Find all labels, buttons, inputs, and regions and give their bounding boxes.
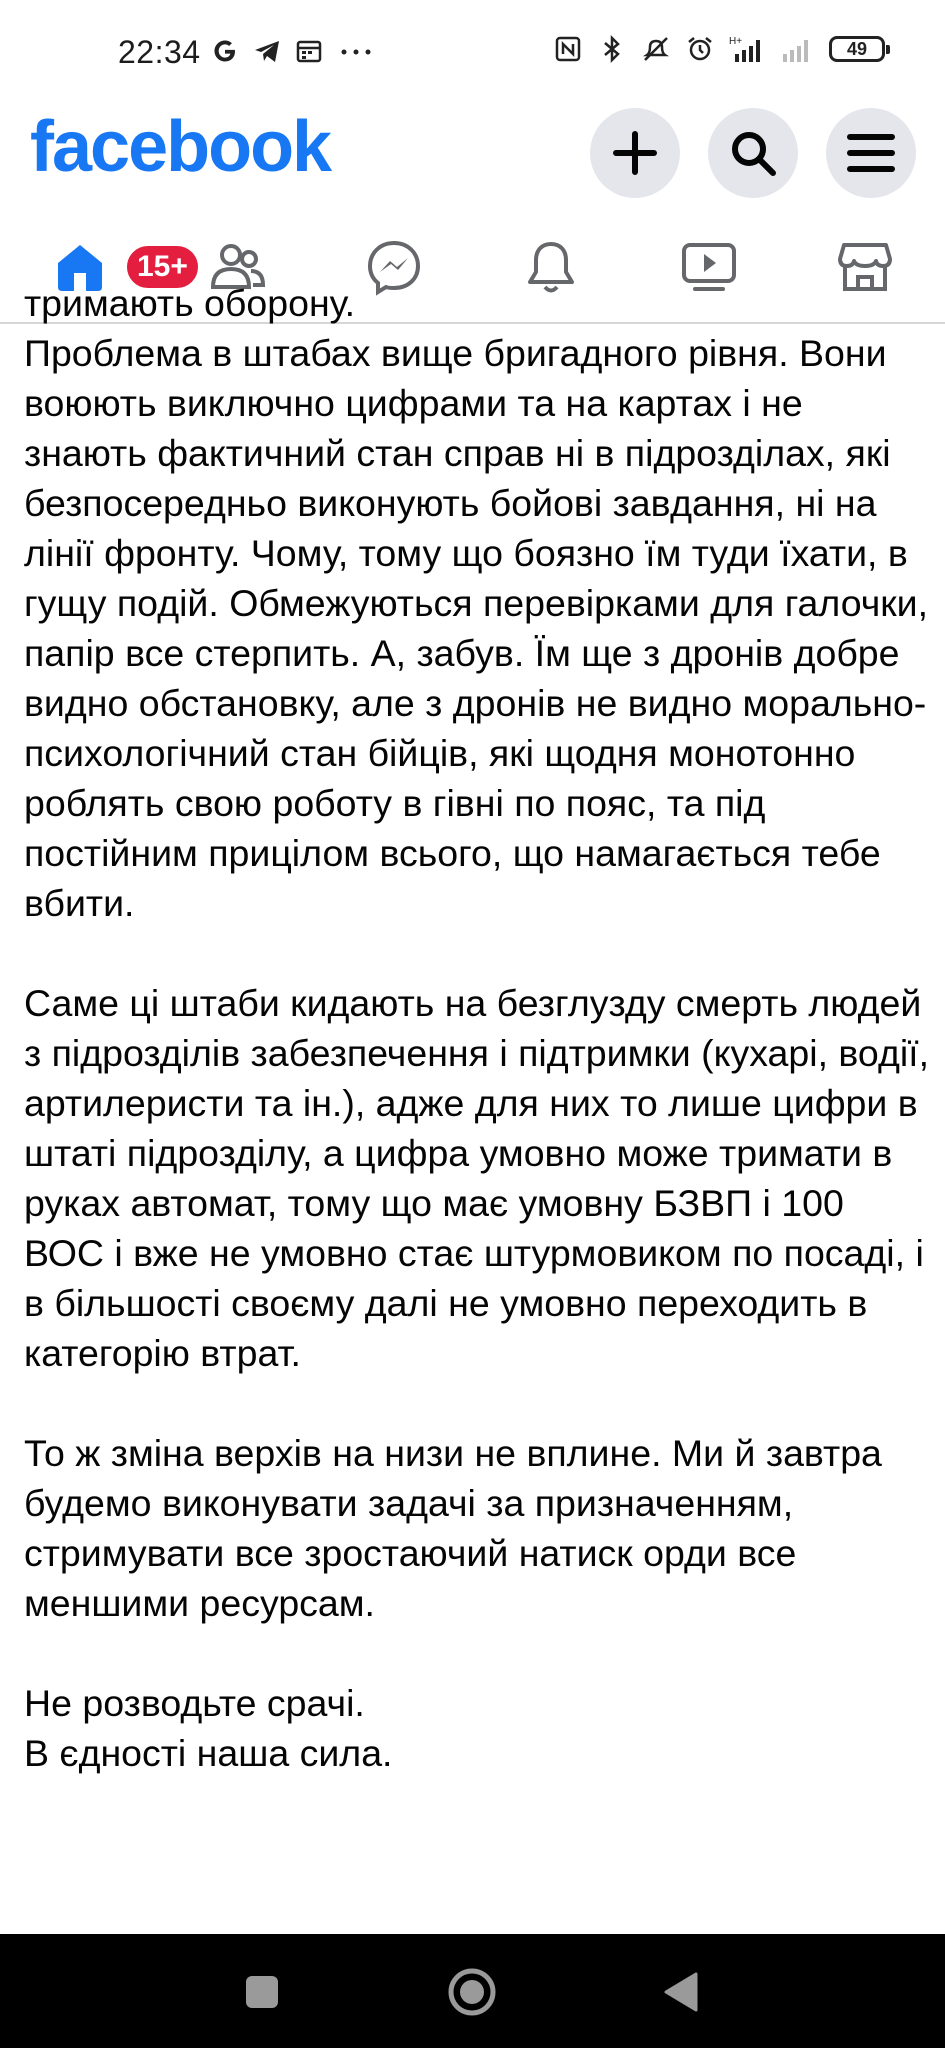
- battery-icon: 49: [829, 36, 885, 62]
- status-bar: [0, 0, 945, 100]
- add-icon: [612, 130, 658, 176]
- status-right-icons: [553, 34, 885, 64]
- home-button[interactable]: [440, 1960, 504, 2024]
- system-nav-bar: [0, 1934, 945, 2048]
- calendar-icon: [294, 36, 324, 66]
- search-icon: [728, 128, 778, 178]
- post-text: тримають оборону. Проблема в штабах вище бригадного рівня. Вони воюють виключно цифрами та на картах і не знають фактичний стан справ ні в підрозділах, які безпосередньо виконують бойові завдання, ні на лінії фронту. Чому, тому що боязно їм туди їхати, в гущу подій. Обмежуються перевірками для галочки, папір все стерпить. А, забув. Їм ще з дронів добре видно обстановку, але з дронів не видно морально-психологічний стан бійців, які щодня монотонно роблять свою роботу в гівні по пояс, та під постійним прицілом всього, що намагається тебе вбити. Саме ці штаби кидають на безглузду смерть людей з підрозділів забезпечення і підтримки (кухарі, водії, артилеристи та ін.), адже для них то лише цифри в штаті підрозділу, а цифра умовно може тримати в руках автомат, тому що має умовну БЗВП і 100 ВОС і вже не умовно стає штурмовиком по посаді, і в більшості своєму далі не умовно переходить в категорію втрат. То ж зміна верхів на низи не вплине. Ми й завтра будемо виконувати задачі за призначенням, стримувати все зростаючий натиск орди все меншими ресурсам. Не розводьте срачі. В єдності наша сила.: [24, 282, 929, 1774]
- back-button[interactable]: [650, 1960, 714, 2024]
- alarm-icon: [685, 34, 715, 64]
- signal-2-icon: [779, 34, 815, 64]
- home-badge: 15+: [123, 242, 202, 292]
- create-button[interactable]: [590, 108, 680, 198]
- facebook-logo[interactable]: facebook: [30, 107, 331, 187]
- back-icon: [660, 1970, 704, 2014]
- status-time: 22:34: [118, 34, 201, 70]
- recent-apps-button[interactable]: [230, 1960, 294, 2024]
- nfc-icon: [553, 34, 583, 64]
- bluetooth-icon: [597, 34, 627, 64]
- google-icon: [210, 36, 240, 66]
- search-button[interactable]: [708, 108, 798, 198]
- home-button-icon: [446, 1966, 498, 2018]
- menu-icon: [846, 131, 896, 175]
- status-left-icons: [210, 36, 376, 66]
- post-body: [0, 282, 945, 1934]
- signal-icon: [729, 34, 765, 64]
- menu-button[interactable]: [826, 108, 916, 198]
- app-header: [0, 100, 945, 210]
- recent-apps-icon: [242, 1972, 282, 2012]
- telegram-icon: [252, 36, 282, 66]
- svg-text:H+: H+: [729, 36, 743, 47]
- mute-icon: [641, 34, 671, 64]
- more-icon: [336, 36, 376, 66]
